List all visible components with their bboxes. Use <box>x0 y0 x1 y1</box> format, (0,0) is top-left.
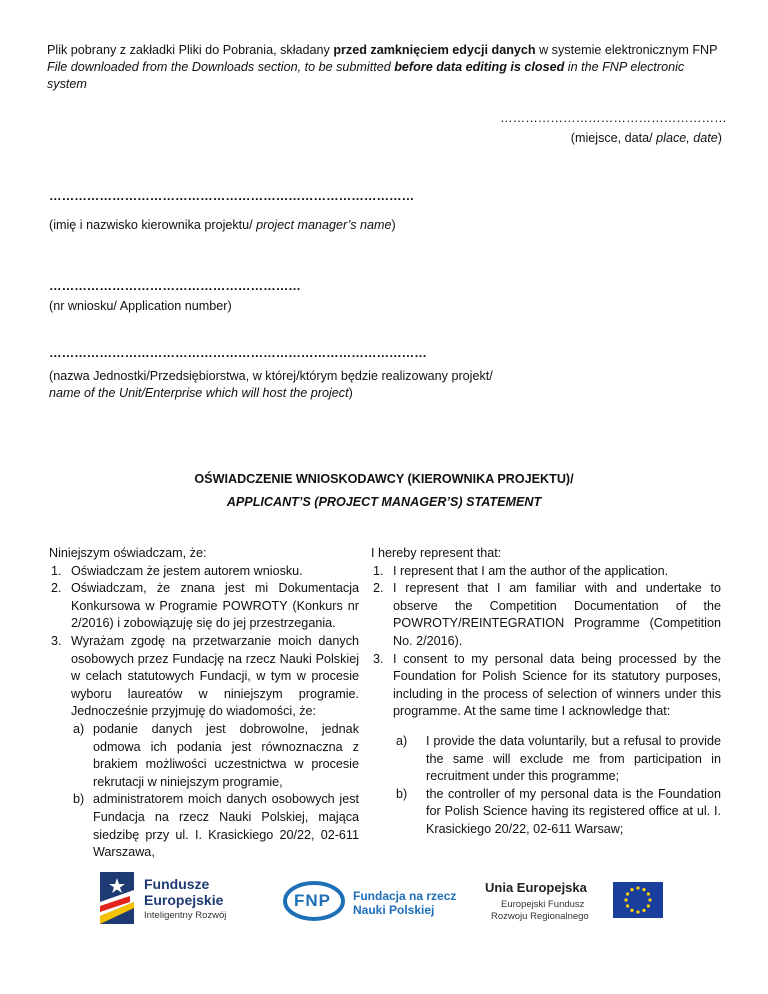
note-pl-bold: przed zamknięciem edycji danych <box>333 43 536 57</box>
download-note <box>47 42 727 93</box>
item-number: 3. <box>51 633 62 648</box>
place-date-block <box>500 108 727 148</box>
note-en-text: File downloaded from the Downloads section, to be submitted <box>47 60 395 74</box>
unit-label-end: ) <box>348 386 353 400</box>
place-date-label-pl: (miejsce, data/ <box>570 131 657 145</box>
application-number-field: …………………………………………………… <box>49 279 301 293</box>
manager-name-field: …………………………………………………………………………… <box>49 189 415 203</box>
place-date-label <box>500 128 722 148</box>
item-text: I consent to my personal data being processed by the Foundation for Polish Science for its statutory purposes, including in the process of selection of winners under this programme. At the same time I acknowledge that: <box>393 651 721 719</box>
subitem-letter: a) <box>73 721 85 736</box>
statement-en-intro: I hereby represent that: <box>371 546 502 560</box>
manager-label-end: ) <box>391 218 396 232</box>
note-en-text-line2: system <box>47 77 87 91</box>
statement-title-pl: OŚWIADCZENIE WNIOSKODAWCY (KIEROWNIKA PROJEKTU)/ <box>194 472 574 486</box>
statement-pl-item <box>51 580 359 633</box>
application-number-label: (nr wniosku/ Application number) <box>49 299 232 313</box>
place-date-label-end: ) <box>717 131 722 145</box>
manager-label <box>49 218 396 232</box>
subitem-text: podanie danych jest dobrowolne, jednak odmowa ich podania jest równoznaczna z brakiem możliwości uczestnictwa w procesie rekrutacji w niniejszym programie, <box>93 721 359 789</box>
fnp-logo-line2: Nauki Polskiej <box>353 903 435 917</box>
statement-en-column <box>371 545 721 839</box>
note-en-bold: before data editing is closed <box>394 60 565 74</box>
statement-en-item <box>373 563 721 581</box>
unit-name-field: ……………………………………………………………………………… <box>49 346 427 360</box>
item-text: Oświadczam że jestem autorem wniosku. <box>71 563 303 578</box>
item-text: I represent that I am familiar with and undertake to observe the Competition Documentation of the POWROTY/REINTEGRATION Programme (Competition No. 2/2016). <box>393 581 721 648</box>
unit-label-pl: (nazwa Jednostki/Przedsiębiorstwa, w której/którym będzie realizowany projekt/ <box>49 369 493 383</box>
ue-logo-line1: Unia Europejska <box>485 880 587 895</box>
subitem-letter: b) <box>73 792 85 807</box>
note-pl-text-end: w systemie elektronicznym FNP <box>535 43 718 57</box>
statement-en-subitem <box>396 786 721 839</box>
item-text: I represent that I am the author of the application. <box>393 563 669 578</box>
download-note-en <box>47 59 727 76</box>
subitem-letter: b) <box>396 786 408 801</box>
statement-pl-column <box>49 545 359 862</box>
fnp-logo-line1: Fundacja na rzecz <box>353 889 457 903</box>
statement-en-subitem <box>396 733 721 786</box>
manager-label-en: project manager’s name <box>256 218 392 232</box>
fe-logo-line3: Inteligentny Rozwój <box>144 910 227 921</box>
place-date-field: ……………………………………………… <box>500 111 727 125</box>
manager-block <box>49 186 414 206</box>
statement-pl-item <box>51 563 359 581</box>
subitem-text: I provide the data voluntarily, but a refusal to provide the same will exclude me from participation in recruitment under this programme; <box>426 733 721 784</box>
unit-label-en: name of the Unit/Enterprise which will host the project <box>49 386 349 400</box>
place-date-label-en: place, date <box>656 131 718 145</box>
item-number: 2. <box>373 581 384 596</box>
statement-en-item <box>373 651 721 721</box>
unit-label-en-line <box>49 385 493 402</box>
item-number: 3. <box>373 651 384 666</box>
application-block <box>49 276 301 316</box>
subitem-text: administratorem moich danych osobowych jest Fundacja na rzecz Nauki Polskiej, mająca siedzibę przy ul. I. Krasickiego 20/22, 02-611 Warszawa, <box>93 792 359 860</box>
item-number: 1. <box>373 563 384 578</box>
eu-flag-icon <box>613 882 663 918</box>
unia-europejska-logo <box>485 880 665 926</box>
item-text: Oświadczam, że znana jest mi Dokumentacja Konkursowa w Programie POWROTY (Konkurs nr 2/2016) i zobowiązuję się do jej przestrzegania. <box>71 581 359 631</box>
unit-block <box>49 345 493 402</box>
note-pl-text: Plik pobrany z zakładki Pliki do Pobrania, składany <box>47 43 334 57</box>
note-en-text-end: in the FNP electronic <box>564 60 685 74</box>
item-number: 1. <box>51 563 62 578</box>
ue-logo-line2: Europejski Fundusz <box>501 899 585 910</box>
fe-logo-line2: Europejskie <box>144 892 224 908</box>
fnp-logo <box>283 880 463 924</box>
ue-logo-line3: Rozwoju Regionalnego <box>491 911 589 922</box>
statement-en-item <box>373 580 721 650</box>
subitem-letter: a) <box>396 733 408 748</box>
subitem-text: the controller of my personal data is the Foundation for Polish Science having its registered office at ul. I. Krasickiego 20/22, 02-611 Warsaw; <box>426 786 721 836</box>
fe-logo-line1: Fundusze <box>144 876 210 892</box>
statement-title-en: APPLICANT’S (PROJECT MANAGER’S) STATEMENT <box>226 495 542 509</box>
download-note-pl <box>47 42 727 59</box>
fnp-mark: FNP <box>294 891 331 910</box>
statement-pl-subitem <box>73 791 359 861</box>
item-text: Wyrażam zgodę na przetwarzanie moich danych osobowych przez Fundację na rzecz Nauki Polskiej w celach statutowych Fundacji, w tym w procesie wyboru laureatów w niniejszym programie. Jednocześnie przyjmuję do wiadomości, że: <box>71 633 359 719</box>
manager-label-pl: (imię i nazwisko kierownika projektu/ <box>49 218 257 232</box>
statement-pl-intro: Niniejszym oświadczam, że: <box>49 546 207 560</box>
statement-pl-subitem <box>73 721 359 791</box>
fundusze-europejskie-logo <box>100 872 260 928</box>
fundusze-europejskie-emblem-icon <box>100 872 134 924</box>
item-number: 2. <box>51 581 62 596</box>
statement-pl-item <box>51 633 359 721</box>
